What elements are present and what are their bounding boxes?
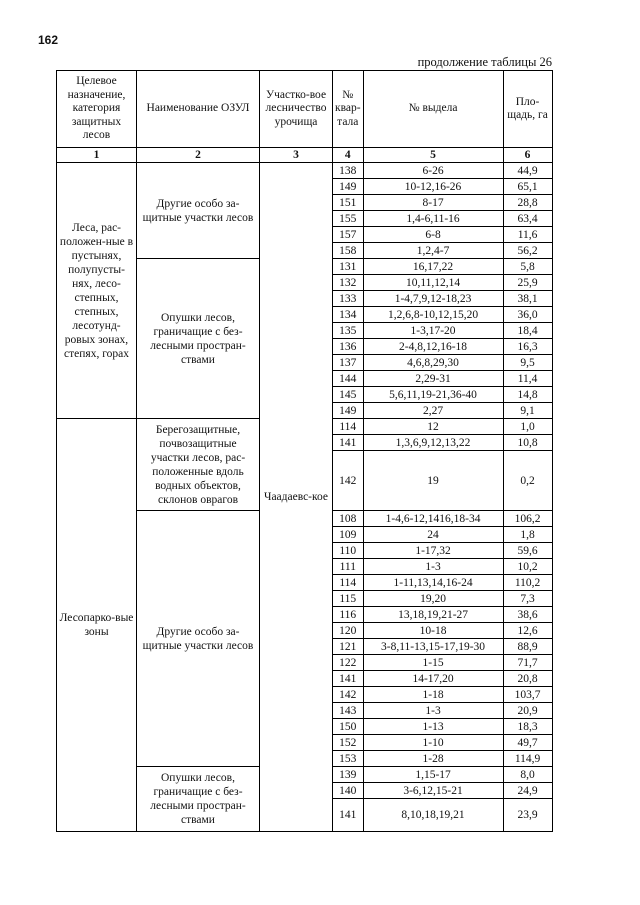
header-purpose: Целевое назначение, категория защитных лесов [57,71,137,148]
col-number: 2 [137,148,260,163]
kvartal-cell: 114 [333,419,364,435]
vydel-cell: 1-17,32 [363,543,503,559]
vydel-cell: 1,2,4-7 [363,243,503,259]
kvartal-cell: 114 [333,575,364,591]
kvartal-cell: 132 [333,275,364,291]
kvartal-cell: 111 [333,559,364,575]
table-row [57,163,553,179]
kvartal-cell: 109 [333,527,364,543]
kvartal-cell: 151 [333,195,364,211]
vydel-cell: 14-17,20 [363,671,503,687]
area-cell: 25,9 [503,275,552,291]
kvartal-cell: 141 [333,799,364,832]
kvartal-cell: 116 [333,607,364,623]
area-cell: 11,6 [503,227,552,243]
area-cell: 14,8 [503,387,552,403]
forestry-cell: Чаадаевс-кое [260,163,333,832]
area-cell: 18,3 [503,719,552,735]
kvartal-cell: 140 [333,783,364,799]
vydel-cell: 10,11,12,14 [363,275,503,291]
kvartal-cell: 150 [333,719,364,735]
col-number: 1 [57,148,137,163]
vydel-cell: 8-17 [363,195,503,211]
header-vydel: № выдела [363,71,503,148]
header-forestry: Участко-вое лесничество урочища [260,71,333,148]
vydel-cell: 1-15 [363,655,503,671]
vydel-cell: 13,18,19,21-27 [363,607,503,623]
kvartal-cell: 139 [333,767,364,783]
area-cell: 71,7 [503,655,552,671]
kvartal-cell: 135 [333,323,364,339]
col-number: 5 [363,148,503,163]
kvartal-cell: 144 [333,371,364,387]
ozul-cell: Другие особо за-щитные участки лесов [137,163,260,259]
kvartal-cell: 141 [333,671,364,687]
area-cell: 9,5 [503,355,552,371]
vydel-cell: 1-3 [363,559,503,575]
vydel-cell: 10-18 [363,623,503,639]
kvartal-cell: 134 [333,307,364,323]
vydel-cell: 2,27 [363,403,503,419]
area-cell: 20,8 [503,671,552,687]
vydel-cell: 1-3,17-20 [363,323,503,339]
kvartal-cell: 137 [333,355,364,371]
kvartal-cell: 138 [333,163,364,179]
purpose-cell: Леса, рас-положен-ные в пустынях, полупусты-нях, лесо-степных, степных, лесотунд-ровых зонах, степях, горах [57,163,137,419]
kvartal-cell: 155 [333,211,364,227]
header-ozul: Наименование ОЗУЛ [137,71,260,148]
vydel-cell: 8,10,18,19,21 [363,799,503,832]
purpose-cell: Лесопарко-вые зоны [57,419,137,832]
kvartal-cell: 149 [333,403,364,419]
vydel-cell: 2,29-31 [363,371,503,387]
vydel-cell: 1,3,6,9,12,13,22 [363,435,503,451]
area-cell: 59,6 [503,543,552,559]
vydel-cell: 12 [363,419,503,435]
vydel-cell: 3-6,12,15-21 [363,783,503,799]
kvartal-cell: 157 [333,227,364,243]
area-cell: 65,1 [503,179,552,195]
kvartal-cell: 121 [333,639,364,655]
header-row [57,71,553,148]
area-cell: 49,7 [503,735,552,751]
area-cell: 18,4 [503,323,552,339]
area-cell: 0,2 [503,451,552,511]
vydel-cell: 1-4,6-12,1416,18-34 [363,511,503,527]
kvartal-cell: 141 [333,435,364,451]
kvartal-cell: 131 [333,259,364,275]
table-caption: продолжение таблицы 26 [417,55,552,69]
col-number: 6 [503,148,552,163]
kvartal-cell: 120 [333,623,364,639]
kvartal-cell: 136 [333,339,364,355]
area-cell: 38,1 [503,291,552,307]
kvartal-cell: 153 [333,751,364,767]
vydel-cell: 1-11,13,14,16-24 [363,575,503,591]
area-cell: 5,8 [503,259,552,275]
area-cell: 24,9 [503,783,552,799]
vydel-cell: 2-4,8,12,16-18 [363,339,503,355]
ozul-cell: Берегозащитные, почвозащитные участки лесов, рас-положенные вдоль водных объектов, склонов оврагов [137,419,260,511]
kvartal-cell: 115 [333,591,364,607]
vydel-cell: 4,6,8,29,30 [363,355,503,371]
ozul-cell: Опушки лесов, граничащие с без-лесными простран-ствами [137,259,260,419]
col-number: 4 [333,148,364,163]
vydel-cell: 24 [363,527,503,543]
area-cell: 110,2 [503,575,552,591]
header-area: Пло-щадь, га [503,71,552,148]
area-cell: 28,8 [503,195,552,211]
kvartal-cell: 142 [333,687,364,703]
forest-table [56,70,553,832]
vydel-cell: 1,2,6,8-10,12,15,20 [363,307,503,323]
area-cell: 38,6 [503,607,552,623]
kvartal-cell: 133 [333,291,364,307]
vydel-cell: 1-3 [363,703,503,719]
area-cell: 8,0 [503,767,552,783]
vydel-cell: 16,17,22 [363,259,503,275]
area-cell: 44,9 [503,163,552,179]
area-cell: 7,3 [503,591,552,607]
kvartal-cell: 152 [333,735,364,751]
vydel-cell: 6-26 [363,163,503,179]
col-number: 3 [260,148,333,163]
vydel-cell: 1,4-6,11-16 [363,211,503,227]
area-cell: 11,4 [503,371,552,387]
area-cell: 12,6 [503,623,552,639]
area-cell: 1,8 [503,527,552,543]
vydel-cell: 10-12,16-26 [363,179,503,195]
area-cell: 63,4 [503,211,552,227]
vydel-cell: 19,20 [363,591,503,607]
area-cell: 56,2 [503,243,552,259]
column-number-row [57,148,553,163]
area-cell: 9,1 [503,403,552,419]
kvartal-cell: 158 [333,243,364,259]
vydel-cell: 1-28 [363,751,503,767]
vydel-cell: 3-8,11-13,15-17,19-30 [363,639,503,655]
area-cell: 10,2 [503,559,552,575]
kvartal-cell: 149 [333,179,364,195]
area-cell: 16,3 [503,339,552,355]
vydel-cell: 1-18 [363,687,503,703]
kvartal-cell: 145 [333,387,364,403]
vydel-cell: 1-10 [363,735,503,751]
kvartal-cell: 108 [333,511,364,527]
kvartal-cell: 122 [333,655,364,671]
vydel-cell: 5,6,11,19-21,36-40 [363,387,503,403]
area-cell: 20,9 [503,703,552,719]
area-cell: 114,9 [503,751,552,767]
ozul-cell: Опушки лесов, граничащие с без-лесными простран-ствами [137,767,260,832]
page-number: 162 [38,33,59,47]
vydel-cell: 19 [363,451,503,511]
vydel-cell: 1-13 [363,719,503,735]
kvartal-cell: 110 [333,543,364,559]
vydel-cell: 1-4,7,9,12-18,23 [363,291,503,307]
area-cell: 103,7 [503,687,552,703]
vydel-cell: 6-8 [363,227,503,243]
area-cell: 1,0 [503,419,552,435]
area-cell: 23,9 [503,799,552,832]
area-cell: 36,0 [503,307,552,323]
kvartal-cell: 142 [333,451,364,511]
area-cell: 10,8 [503,435,552,451]
ozul-cell: Другие особо за-щитные участки лесов [137,511,260,767]
kvartal-cell: 143 [333,703,364,719]
area-cell: 88,9 [503,639,552,655]
vydel-cell: 1,15-17 [363,767,503,783]
header-kvartal: № квар-тала [333,71,364,148]
area-cell: 106,2 [503,511,552,527]
